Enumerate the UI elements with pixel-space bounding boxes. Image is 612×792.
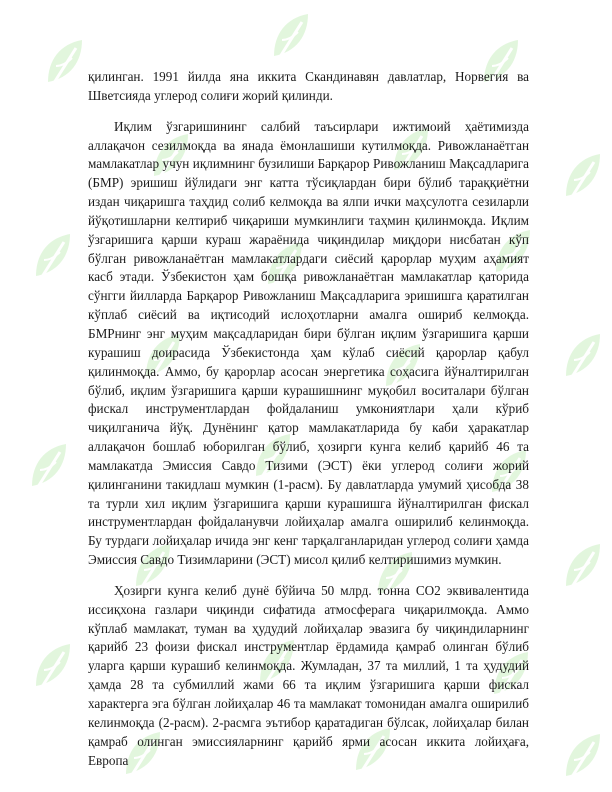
leaf-logo-icon [30, 640, 76, 692]
leaf-logo-icon [560, 540, 606, 592]
paragraph-gap [88, 106, 529, 118]
leaf-logo-icon [42, 36, 88, 88]
leaf-logo-icon [560, 730, 606, 782]
leaf-logo-icon [26, 440, 72, 492]
paragraph-3: Ҳозирги кунга келиб дунё бўйича 50 млрд. тонна CO2 эквивалентида иссиқхона газлари чиқинди сифатида атмосферага чиқарилмоқда. Аммо кўплаб мамлакат, туман ва ҳудудий лойиҳалар эвазига бу чиқиндиларнинг қарийб 23 фоизи фискал инструментлар ёрдамида қамраб олинган бўлиб уларга қарши курашиб келинмоқда. Жумладан, 37 та миллий, 1 та ҳудудий ҳамда 28 та субмиллий жами 66 та иқлим ўзгаришига қарши фискал характерга эга бўлган лойиҳалар 46 та мамлакат томонидан амалга оширилиб келинмоқда (2-расм). 2-расмга эътибор қаратадиган бўлсак, лойиҳалар билан қамраб олинган эмиссияларнинг қарийб ярми асосан иккита лойиҳаға, Европа [88, 582, 529, 768]
paragraph-1: қилинган. 1991 йилда яна иккита Скандинавян давлатлар, Норвегия ва Шветсияда углерод солиғи жорий қилинди. [88, 69, 529, 103]
leaf-logo-icon [560, 150, 606, 202]
leaf-logo-icon [268, 10, 314, 62]
paragraph-gap [88, 570, 529, 582]
document-page [88, 68, 529, 770]
leaf-logo-icon [30, 230, 76, 282]
paragraph-2: Иқлим ўзгаришининг салбий таъсирлари ижтимоий ҳаётимизда аллақачон сезилмоқда ва янада ёмонлашиши кутилмоқда. Ривожланаётган мамлакатлар учун иқлимнинг бузилиши Барқарор Ривожланиш Мақсадларига (БМР) эришиш йўлидаги энг катта тўсиқлардан бири бўлиб тараққиётни издан чиқаришга таҳдид солиб келмоқда ва ялпи ички маҳсулотга сезиларли йўқотишларни келтириб чиқариши мумкинлиги таҳмин қилинмоқда. Иқлим ўзгаришига қарши кураш жараёнида чиқиндилар миқдори нисбатан кўп бўлган ривожланаётган мамлакатлардаги сиёсий қарорлар муҳим аҳамият касб этади. Ўзбекистон ҳам бошқа ривожланаётган мамлакатлар қаторида сўнгги йилларда Барқарор Ривожланиш Мақсадларига эришишга қаратилган кўплаб сиёсий ва иқтисодий ислоҳотларни амалга ошириб келмоқда. БМРнинг энг муҳим мақсадларидан бири бўлган иқлим ўзгаришига қарши курашиш доирасида Ўзбекистонда ҳам кўлаб сиёсий қарорлар қабул қилинмоқда. Аммо, бу қарорлар асосан энергетика соҳасига йўналтирилган бўлиб, иқлим ўзгаришига қарши курашишнинг муқобил воситалари бўлган фискал инструментлардан фойдаланиш умкониятлари ҳали кўриб чиқилганича йўқ. Дунёнинг қатор мамлакатларида бу каби ҳаракатлар аллақачон бошлаб юборилган бўлиб, ҳозирги кунга келиб қарийб 46 та мамлакатда Эмиссия Савдо Тизими (ЭСТ) ёки углерод солиғи жорий қилинганини такидлаш мумкин (1-расм). Бу давлатларда умумий ҳисобда 38 та турли хил иқлим ўзгаришига қарши курашишга йўналтирилган фискал инструментлардан фойдаланувчи лойиҳалар амалга оширилиб келинмоқда. Бу турдаги лойиҳалар ичида энг кенг тарқалганларидан углерод солиғи ҳамда Эмиссия Савдо Тизимларини (ЭСТ) мисол қилиб келтиришимиз мумкин. [88, 118, 529, 568]
leaf-logo-icon [560, 330, 606, 382]
